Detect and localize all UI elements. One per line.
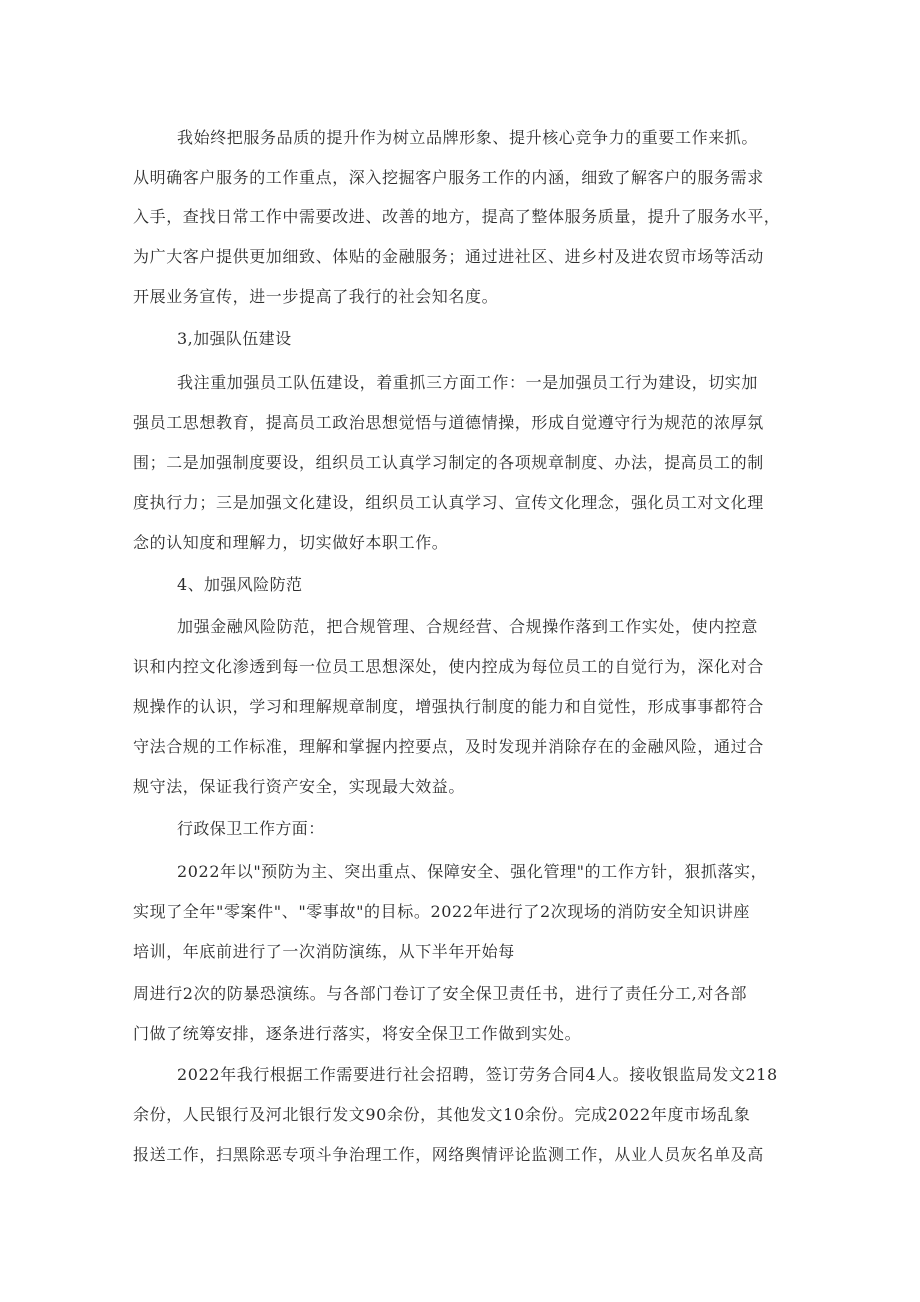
paragraph-line: 加强金融风险防范，把合规管理、合规经营、合规操作落到工作实处，使内控意 [177,617,759,636]
paragraph-line: 识和内控文化渗透到每一位员工思想深处，使内控成为每位员工的自觉行为，深化对合 [133,657,764,676]
paragraph-line: 2022年我行根据工作需要进行社会招聘，签订劳务合同4人。接收银监局发文218 [177,1065,778,1084]
paragraph-line: 入手，查找日常工作中需要改进、改善的地方，提高了整体服务质量，提升了服务水平， [133,207,781,226]
paragraph-line: 规操作的认识，学习和理解规章制度，增强执行制度的能力和自觉性，形成事事都符合 [133,697,764,716]
paragraph-line: 实现了全年"零案件"、"零事故"的目标。2022年进行了2次现场的消防安全知识讲座 [133,902,750,921]
paragraph-line: 为广大客户提供更加细致、体贴的金融服务；通过进社区、进乡村及进农贸市场等活动 [133,247,764,266]
paragraph-line: 从明确客户服务的工作重点，深入挖掘客户服务工作的内涵，细致了解客户的服务需求 [133,168,764,187]
paragraph-line: 余份，人民银行及河北银行发文90余份，其他发文10余份。完成2022年度市场乱象 [133,1105,751,1124]
paragraph-line: 念的认知度和理解力，切实做好本职工作。 [133,533,449,552]
section-heading: 3,加强队伍建设 [177,329,292,348]
paragraph-line: 我注重加强员工队伍建设，着重抓三方面工作：一是加强员工行为建设，切实加 [177,373,759,392]
paragraph-line: 强员工思想教育，提高员工政治思想觉悟与道德情操，形成自觉遵守行为规范的浓厚氛 [133,413,764,432]
paragraph-line: 2022年以"预防为主、突出重点、保障安全、强化管理"的工作方针，狠抓落实， [177,862,768,881]
paragraph-line: 周进行2次的防暴恐演练。与各部门卷订了安全保卫责任书，进行了责任分工,对各部 [133,984,748,1003]
paragraph-line: 门做了统筹安排，逐条进行落实，将安全保卫工作做到实处。 [133,1024,582,1043]
section-heading: 4、加强风险防范 [177,575,303,594]
paragraph-line: 规守法，保证我行资产安全，实现最大效益。 [133,777,466,796]
paragraph-line: 开展业务宣传，进一步提高了我行的社会知名度。 [133,287,499,306]
paragraph-line: 度执行力；三是加强文化建设，组织员工认真学习、宣传文化理念，强化员工对文化理 [133,493,764,512]
paragraph-line: 围；二是加强制度要设，组织员工认真学习制定的各项规章制度、办法，提高员工的制 [133,453,764,472]
paragraph-line: 守法合规的工作标准，理解和掌握内控要点，及时发现并消除存在的金融风险，通过合 [133,737,764,756]
paragraph-line: 培训，年底前进行了一次消防演练，从下半年开始每 [133,942,515,961]
paragraph-line: 报送工作，扫黑除恶专项斗争治理工作，网络舆情评论监测工作，从业人员灰名单及高 [133,1145,764,1164]
section-heading: 行政保卫工作方面： [177,819,325,838]
paragraph-line: 我始终把服务品质的提升作为树立品牌形象、提升核心竞争力的重要工作来抓。 [177,128,759,147]
